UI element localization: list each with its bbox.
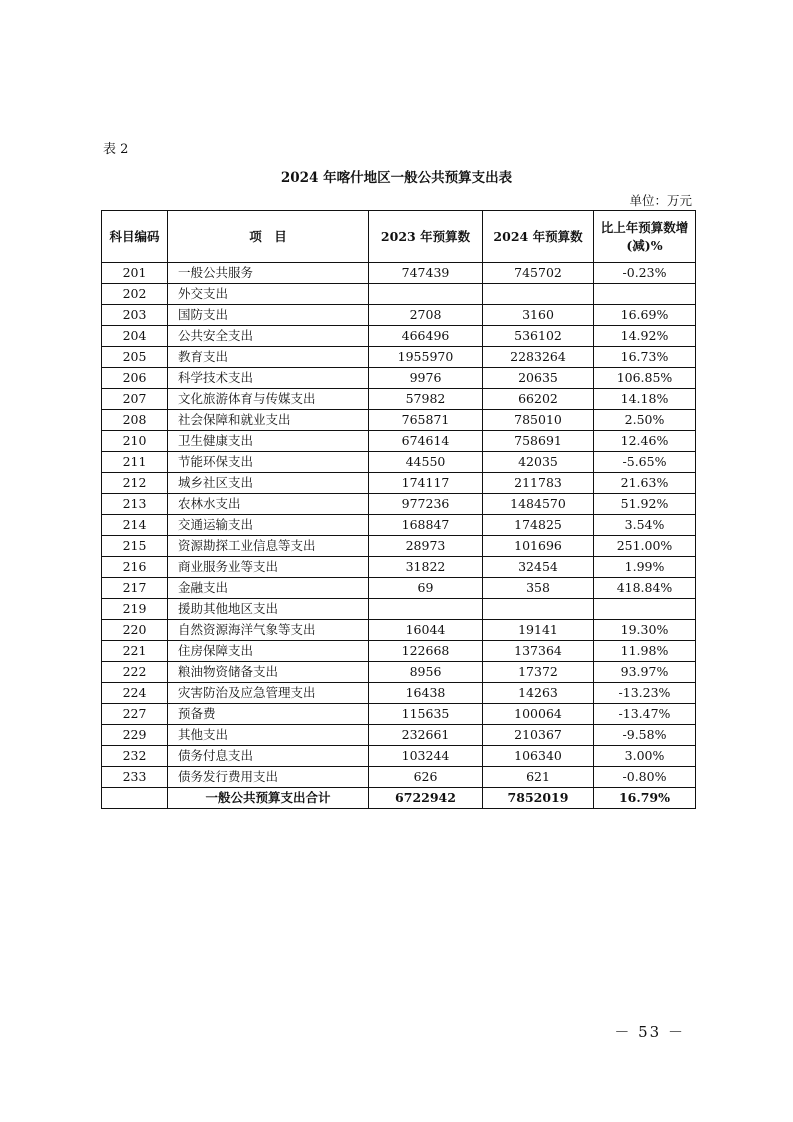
cell-budget-2023: 674614	[369, 431, 483, 452]
cell-budget-2024: 211783	[483, 473, 594, 494]
cell-budget-2024: 785010	[483, 410, 594, 431]
cell-budget-2024: 210367	[483, 725, 594, 746]
cell-item: 公共安全支出	[168, 326, 369, 347]
cell-code: 221	[102, 641, 168, 662]
table-row	[102, 368, 696, 389]
cell-code: 201	[102, 263, 168, 284]
table-row	[102, 662, 696, 683]
cell-budget-2024: 1484570	[483, 494, 594, 515]
cell-budget-2024: 2283264	[483, 347, 594, 368]
cell-code: 227	[102, 704, 168, 725]
cell-change: 11.98%	[594, 641, 696, 662]
cell-budget-2024: 758691	[483, 431, 594, 452]
header-item: 项 目	[168, 211, 369, 263]
cell-budget-2024: 17372	[483, 662, 594, 683]
cell-item: 预备费	[168, 704, 369, 725]
cell-code: 222	[102, 662, 168, 683]
header-change	[594, 211, 696, 263]
cell-budget-2023: 16044	[369, 620, 483, 641]
cell-change: 16.79%	[594, 788, 696, 809]
cell-item: 国防支出	[168, 305, 369, 326]
document-title: 2024 年喀什地区一般公共预算支出表	[280, 170, 513, 186]
table-label: 表 2	[103, 142, 129, 157]
cell-item: 商业服务业等支出	[168, 557, 369, 578]
cell-item: 自然资源海洋气象等支出	[168, 620, 369, 641]
cell-change: 2.50%	[594, 410, 696, 431]
cell-budget-2023: 6722942	[369, 788, 483, 809]
cell-code: 205	[102, 347, 168, 368]
cell-code: 202	[102, 284, 168, 305]
cell-budget-2024: 66202	[483, 389, 594, 410]
cell-budget-2024: 745702	[483, 263, 594, 284]
cell-budget-2024: 32454	[483, 557, 594, 578]
cell-item: 交通运输支出	[168, 515, 369, 536]
cell-item: 债务发行费用支出	[168, 767, 369, 788]
cell-item: 一般公共预算支出合计	[168, 788, 369, 809]
cell-change: 1.99%	[594, 557, 696, 578]
cell-budget-2024: 19141	[483, 620, 594, 641]
cell-item: 城乡社区支出	[168, 473, 369, 494]
unit-note: 单位：万元	[629, 193, 692, 208]
cell-change: 3.54%	[594, 515, 696, 536]
cell-change: -13.47%	[594, 704, 696, 725]
cell-code: 207	[102, 389, 168, 410]
cell-budget-2023: 115635	[369, 704, 483, 725]
table-row	[102, 284, 696, 305]
table-row	[102, 347, 696, 368]
cell-change: 14.18%	[594, 389, 696, 410]
cell-code: 203	[102, 305, 168, 326]
cell-budget-2024: 106340	[483, 746, 594, 767]
cell-item: 社会保障和就业支出	[168, 410, 369, 431]
cell-item: 资源勘探工业信息等支出	[168, 536, 369, 557]
cell-budget-2023: 16438	[369, 683, 483, 704]
cell-change: 14.92%	[594, 326, 696, 347]
cell-budget-2023: 69	[369, 578, 483, 599]
cell-item: 科学技术支出	[168, 368, 369, 389]
cell-code: 217	[102, 578, 168, 599]
header-budget-2024: 2024 年预算数	[483, 211, 594, 263]
cell-budget-2023: 466496	[369, 326, 483, 347]
cell-budget-2023: 9976	[369, 368, 483, 389]
cell-item: 农林水支出	[168, 494, 369, 515]
cell-change: 51.92%	[594, 494, 696, 515]
cell-item: 其他支出	[168, 725, 369, 746]
cell-budget-2024: 14263	[483, 683, 594, 704]
table-row	[102, 725, 696, 746]
cell-change: 19.30%	[594, 620, 696, 641]
table-body	[102, 263, 696, 809]
cell-code: 219	[102, 599, 168, 620]
table-row	[102, 326, 696, 347]
cell-item: 住房保障支出	[168, 641, 369, 662]
header-code: 科目编码	[102, 211, 168, 263]
cell-budget-2023: 44550	[369, 452, 483, 473]
cell-budget-2023: 977236	[369, 494, 483, 515]
cell-item: 金融支出	[168, 578, 369, 599]
cell-code: 211	[102, 452, 168, 473]
cell-budget-2023: 1955970	[369, 347, 483, 368]
cell-code: 233	[102, 767, 168, 788]
cell-budget-2024: 101696	[483, 536, 594, 557]
cell-change: -0.23%	[594, 263, 696, 284]
cell-code: 206	[102, 368, 168, 389]
cell-budget-2023: 626	[369, 767, 483, 788]
cell-change: 251.00%	[594, 536, 696, 557]
cell-change: 16.69%	[594, 305, 696, 326]
total-row	[102, 788, 696, 809]
cell-code: 224	[102, 683, 168, 704]
cell-change: 106.85%	[594, 368, 696, 389]
cell-change: 12.46%	[594, 431, 696, 452]
cell-code: 229	[102, 725, 168, 746]
cell-budget-2024: 174825	[483, 515, 594, 536]
cell-budget-2023: 765871	[369, 410, 483, 431]
table-row	[102, 515, 696, 536]
header-change-line2: (减)%	[626, 237, 663, 253]
cell-change	[594, 599, 696, 620]
table-row	[102, 263, 696, 284]
cell-budget-2024: 137364	[483, 641, 594, 662]
cell-budget-2023: 57982	[369, 389, 483, 410]
header-budget-2023: 2023 年预算数	[369, 211, 483, 263]
table-row	[102, 410, 696, 431]
table-row	[102, 473, 696, 494]
cell-code: 214	[102, 515, 168, 536]
cell-change: -0.80%	[594, 767, 696, 788]
table-row	[102, 620, 696, 641]
cell-item: 教育支出	[168, 347, 369, 368]
table-row	[102, 746, 696, 767]
cell-code: 216	[102, 557, 168, 578]
cell-change: 418.84%	[594, 578, 696, 599]
cell-budget-2023: 8956	[369, 662, 483, 683]
cell-budget-2024: 3160	[483, 305, 594, 326]
budget-table	[101, 210, 696, 809]
cell-budget-2024: 20635	[483, 368, 594, 389]
table-row	[102, 431, 696, 452]
cell-item: 灾害防治及应急管理支出	[168, 683, 369, 704]
table-row	[102, 305, 696, 326]
cell-code: 213	[102, 494, 168, 515]
cell-item: 卫生健康支出	[168, 431, 369, 452]
cell-budget-2023: 174117	[369, 473, 483, 494]
header-change-line1: 比上年预算数增	[600, 219, 689, 235]
table-row	[102, 683, 696, 704]
cell-budget-2024: 100064	[483, 704, 594, 725]
table-row	[102, 389, 696, 410]
cell-code: 210	[102, 431, 168, 452]
cell-item: 粮油物资储备支出	[168, 662, 369, 683]
cell-code: 212	[102, 473, 168, 494]
page-number: － 53 －	[614, 1023, 685, 1041]
table-row	[102, 767, 696, 788]
cell-code: 232	[102, 746, 168, 767]
cell-budget-2023	[369, 284, 483, 305]
cell-change: -13.23%	[594, 683, 696, 704]
cell-code	[102, 788, 168, 809]
cell-change: -5.65%	[594, 452, 696, 473]
cell-item: 外交支出	[168, 284, 369, 305]
cell-budget-2023: 31822	[369, 557, 483, 578]
cell-budget-2023: 122668	[369, 641, 483, 662]
cell-budget-2024: 621	[483, 767, 594, 788]
cell-item: 节能环保支出	[168, 452, 369, 473]
cell-change: 21.63%	[594, 473, 696, 494]
cell-change: -9.58%	[594, 725, 696, 746]
cell-budget-2023: 103244	[369, 746, 483, 767]
cell-change: 93.97%	[594, 662, 696, 683]
cell-item: 援助其他地区支出	[168, 599, 369, 620]
table-row	[102, 557, 696, 578]
cell-item: 文化旅游体育与传媒支出	[168, 389, 369, 410]
cell-budget-2024: 536102	[483, 326, 594, 347]
cell-item: 债务付息支出	[168, 746, 369, 767]
cell-code: 208	[102, 410, 168, 431]
table-row	[102, 536, 696, 557]
table-row	[102, 704, 696, 725]
cell-budget-2024	[483, 284, 594, 305]
cell-budget-2023: 232661	[369, 725, 483, 746]
cell-change: 16.73%	[594, 347, 696, 368]
table-row	[102, 578, 696, 599]
cell-budget-2024: 42035	[483, 452, 594, 473]
table-row	[102, 494, 696, 515]
table-row	[102, 599, 696, 620]
cell-budget-2024: 358	[483, 578, 594, 599]
cell-budget-2023: 28973	[369, 536, 483, 557]
table-row	[102, 641, 696, 662]
cell-budget-2023	[369, 599, 483, 620]
cell-code: 220	[102, 620, 168, 641]
cell-code: 204	[102, 326, 168, 347]
cell-budget-2024: 7852019	[483, 788, 594, 809]
table-row	[102, 452, 696, 473]
cell-item: 一般公共服务	[168, 263, 369, 284]
cell-budget-2024	[483, 599, 594, 620]
cell-budget-2023: 2708	[369, 305, 483, 326]
cell-budget-2023: 168847	[369, 515, 483, 536]
cell-code: 215	[102, 536, 168, 557]
cell-budget-2023: 747439	[369, 263, 483, 284]
cell-change: 3.00%	[594, 746, 696, 767]
table-header-row	[102, 211, 696, 263]
cell-change	[594, 284, 696, 305]
